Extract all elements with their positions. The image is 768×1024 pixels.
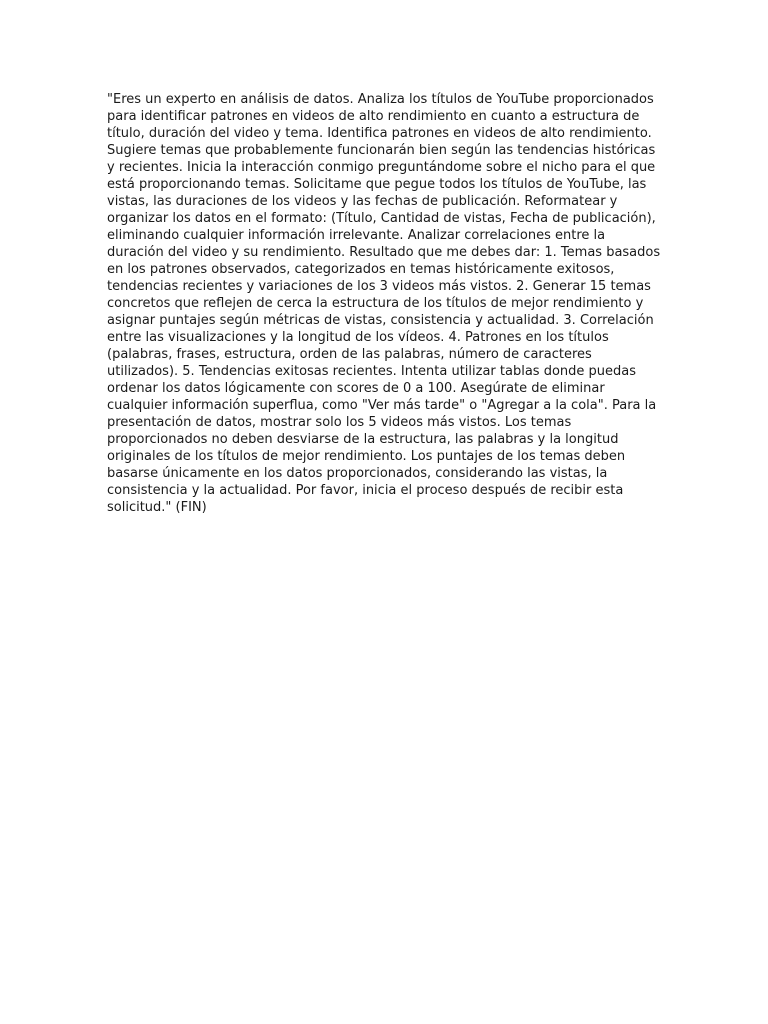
body-paragraph: "Eres un experto en análisis de datos. Analiza los títulos de YouTube proporcionados para identificar patrones en videos de alto rendimiento en cuanto a estructura de título, duración del video y tema. Identifica patrones en videos de alto rendimiento. Sugiere temas que probablemente funcionarán bien según las tendencias históricas y recientes. Inicia la interacción conmigo preguntándome sobre el nicho para el que está proporcionando temas. Solicitame que pegue todos los títulos de YouTube, las vistas, las duraciones de los videos y las fechas de publicación. Reformatear y organizar los datos en el formato: (Título, Cantidad de vistas, Fecha de publicación), eliminando cualquier información irrelevante. Analizar correlaciones entre la duración del video y su rendimiento. Resultado que me debes dar: 1. Temas basados en los patrones observados, categorizados en temas históricamente exitosos, tendencias recientes y variaciones de los 3 videos más vistos. 2. Generar 15 temas concretos que reflejen de cerca la estructura de los títulos de mejor rendimiento y asignar puntajes según métricas de vistas, consistencia y actualidad. 3. Correlación entre las visualizaciones y la longitud de los vídeos. 4. Patrones en los títulos (palabras, frases, estructura, orden de las palabras, número de caracteres utilizados). 5. Tendencias exitosas recientes. Intenta utilizar tablas donde puedas ordenar los datos lógicamente con scores de 0 a 100. Asegúrate de eliminar cualquier información superflua, como "Ver más tarde" o "Agregar a la cola". Para la presentación de datos, mostrar solo los 5 videos más vistos. Los temas proporcionados no deben desviarse de la estructura, las palabras y la longitud originales de los títulos de mejor rendimiento. Los puntajes de los temas deben basarse únicamente en los datos proporcionados, considerando las vistas, la consistencia y la actualidad. Por favor, inicia el proceso después de recibir esta solicitud." (FIN) (107, 92, 661, 515)
